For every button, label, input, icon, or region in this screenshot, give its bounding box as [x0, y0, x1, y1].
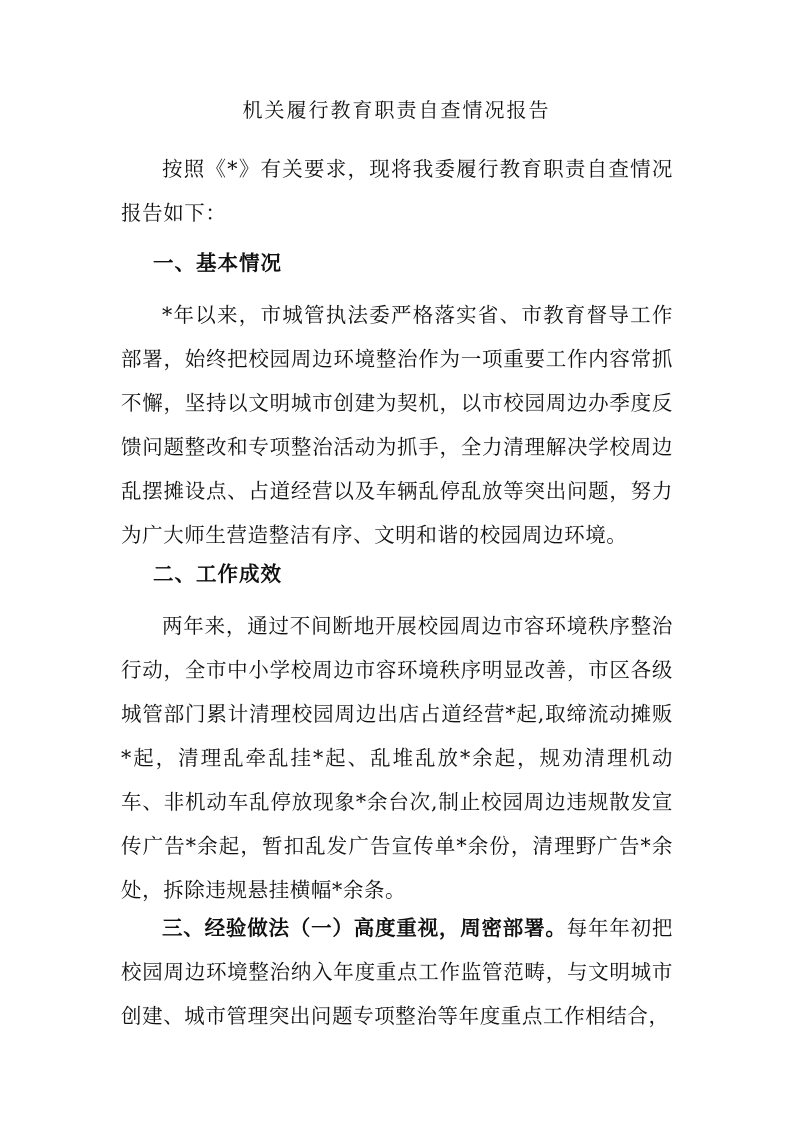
document-title: 机关履行教育职责自查情况报告	[242, 98, 551, 122]
section-heading-results: 二、工作成效	[153, 562, 282, 586]
section-body-basic: *年以来，市城管执法委严格落实省、市教育督导工作部署，始终把校园周边环境整治作为一项重要工作内容常抓不懈，坚持以文明城市创建为契机，以市校园周边办季度反馈问题整改和专项整治活动为抓手，全力清理解决学校周边乱摆摊设点、占道经营以及车辆乱停乱放等突出问题，努力为广大师生营造整洁有序、文明和谐的校园周边环境。	[121, 303, 673, 547]
section-experience-paragraph	[121, 906, 673, 1038]
intro-paragraph: 按照《*》有关要求，现将我委履行教育职责自查情况报告如下：	[121, 157, 673, 225]
section-body-experience: 每年年初把校园周边环境整治纳入年度重点工作监管范畴，与文明城市创建、城市管理突出问题专项整治等年度重点工作相结合，	[121, 916, 674, 1028]
section-heading-basic: 一、基本情况	[153, 251, 282, 275]
section-heading-experience: 三、经验做法（一）高度重视，周密部署。	[162, 916, 567, 940]
section-body-results: 两年来，通过不间断地开展校园周边市容环境秩序整治行动，全市中小学校周边市容环境秩序明显改善，市区各级城管部门累计清理校园周边出店占道经营*起,取缔流动摊贩*起，清理乱牵乱挂*起、乱堆乱放*余起，规劝清理机动车、非机动车乱停放现象*余台次,制止校园周边违规散发宣传广告*余起，暂扣乱发广告宣传单*余份，清理野广告*余处，拆除违规悬挂横幅*余条。	[121, 614, 673, 902]
